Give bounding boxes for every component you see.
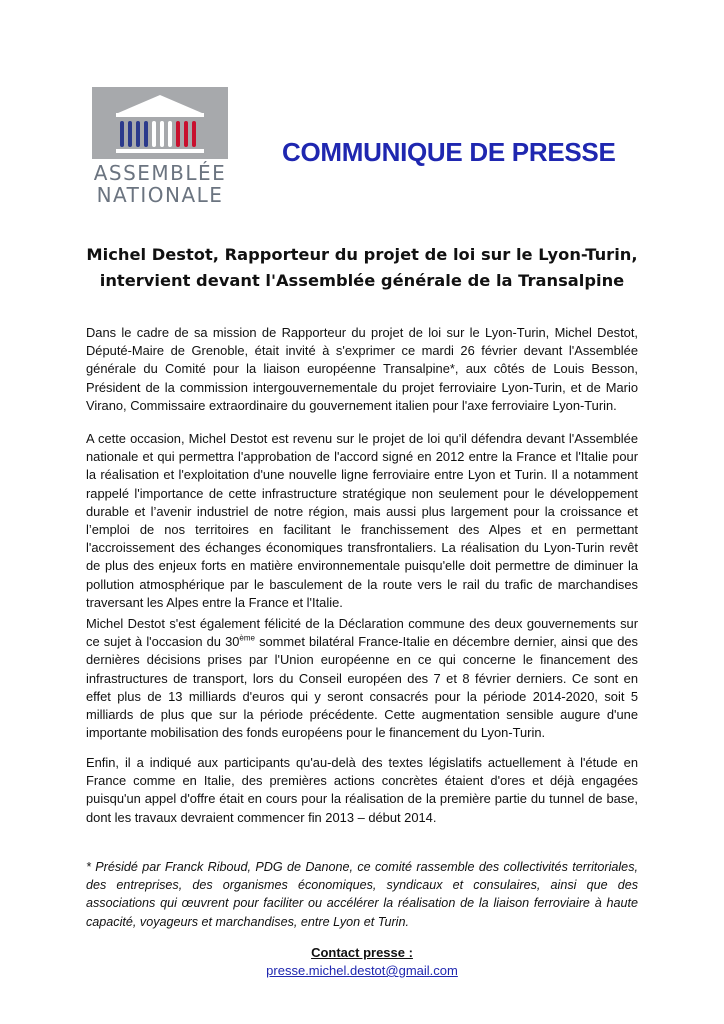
contact-block xyxy=(86,944,638,980)
paragraph-3-part-2: sommet bilatéral France-Italie en décembre dernier, ainsi que des dernières décisions prises par l'Union européenne en ce qui concerne le financement des infrastructures de transport, lors du Conseil européen des 7 et 8 février derniers. Ce sont en effet plus de 13 milliards d'euros qui y seront consacrés pour la période 2014-2020, soit 5 milliards de plus que sur la période précédente. Cette augmentation sensible augure d'une importante mobilisation des fonds européens pour le financement du Lyon-Turin. xyxy=(86,634,638,741)
headline xyxy=(86,242,638,294)
logo-text-assemblee: ASSEMBLÉE xyxy=(93,161,227,185)
paragraph-1: Dans le cadre de sa mission de Rapporteur du projet de loi sur le Lyon-Turin, Michel Destot, Député-Maire de Grenoble, était invité à s'exprimer ce mardi 26 février devant l'Assemblée générale du Comité pour la liaison européenne Transalpine*, aux côtés de Louis Besson, Président de la commission intergouvernementale du projet ferroviaire Lyon-Turin, et de Mario Virano, Commissaire extraordinaire du gouvernement italien pour l'axe ferroviaire Lyon-Turin. xyxy=(86,325,638,413)
paragraph-3 xyxy=(86,615,638,742)
contact-email-link[interactable]: presse.michel.destot@gmail.com xyxy=(266,963,458,978)
headline-line-2: intervient devant l'Assemblée générale de la Transalpine xyxy=(99,271,625,290)
assemblee-nationale-logo xyxy=(92,87,228,211)
logo-text-nationale: NATIONALE xyxy=(96,183,224,207)
page-title: COMMUNIQUE DE PRESSE xyxy=(282,137,616,167)
headline-line-1: Michel Destot, Rapporteur du projet de loi sur le Lyon-Turin, xyxy=(86,245,638,264)
paragraph-4: Enfin, il a indiqué aux participants qu'au-delà des textes législatifs actuellement à l'étude en France comme en Italie, des premières actions concrètes étaient d'ores et déjà engagées puisqu'un appel d'offre était en cours pour la réalisation de la première partie du tunnel de base, dont les travaux devraient commencer fin 2013 – début 2014. xyxy=(86,755,638,825)
paragraph-3-part-1: Michel Destot s'est également félicité de la Déclaration commune des deux gouvernements sur ce sujet à l'occasion du 30 xyxy=(86,616,638,650)
contact-label: Contact presse : xyxy=(311,945,413,960)
footnote: * Présidé par Franck Riboud, PDG de Danone, ce comité rassemble des collectivités territoriales, des entreprises, des organismes économiques, syndicaux et consulaires, ainsi que des associations qui œuvrent pour faciliter ou accélérer la réalisation de la liaison ferroviaire à haute capacité, voyageurs et marchandises, entre Lyon et Turin. xyxy=(86,860,638,929)
paragraph-2: A cette occasion, Michel Destot est revenu sur le projet de loi qu'il défendra devant l'Assemblée nationale et qui permettra l'approbation de l'accord signé en 2012 entre la France et l'Italie pour la réalisation et l'exploitation d'une nouvelle ligne ferroviaire entre Lyon et Turin. Il a notamment rappelé l'importance de cette infrastructure stratégique non seulement pour le développement durable et l’avenir industriel de notre région, mais aussi plus largement pour la croissance et l’emploi de nos territoires en facilitant le franchissement des Alpes et en permettant l'accroissement des échanges économiques transfrontaliers. La réalisation du Lyon-Turin revêt de plus des enjeux forts en matière environnementale puisqu'elle doit permettre de diminuer la pollution atmosphérique par le basculement de la route vers le rail du trafic de marchandises traversant les Alpes entre la France et l'Italie. xyxy=(86,431,638,610)
ordinal-superscript: ème xyxy=(239,633,255,643)
